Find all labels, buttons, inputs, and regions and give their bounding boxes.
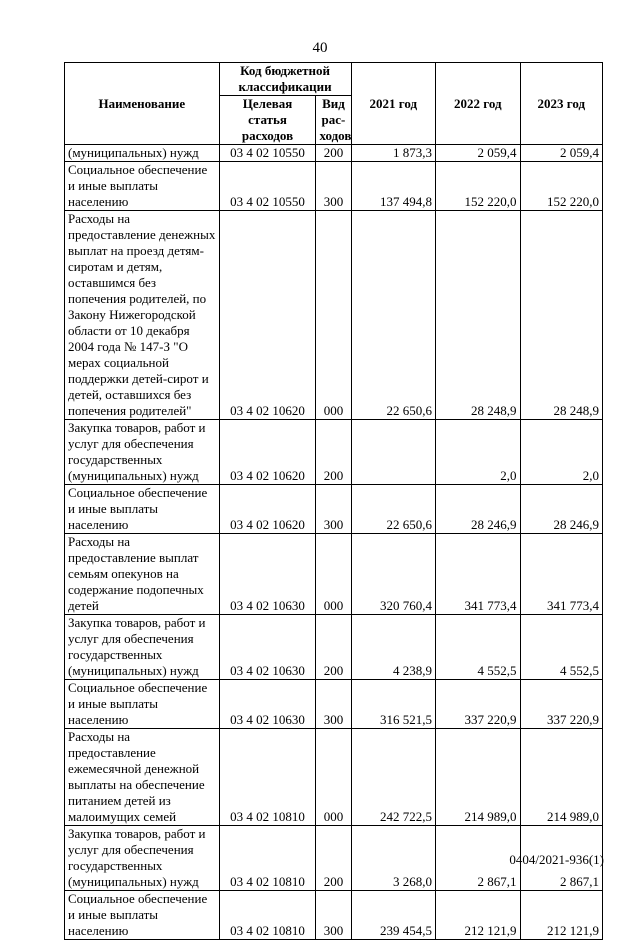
row-expense-type: 300 — [316, 891, 351, 940]
row-target-code: 03 4 02 10620 — [219, 420, 316, 485]
table-row — [65, 534, 603, 615]
header-budget-code: Код бюджетной классификации — [219, 63, 351, 96]
row-target-code: 03 4 02 10810 — [219, 729, 316, 826]
row-expense-type: 200 — [316, 420, 351, 485]
row-value-2023: 2,0 — [520, 420, 603, 485]
row-value-2022: 152 220,0 — [436, 162, 521, 211]
row-expense-type: 200 — [316, 615, 351, 680]
row-value-2021: 239 454,5 — [351, 891, 436, 940]
row-value-2021: 316 521,5 — [351, 680, 436, 729]
row-expense-type: 300 — [316, 162, 351, 211]
row-value-2021: 3 268,0 — [351, 826, 436, 891]
row-name: (муниципальных) нужд — [65, 145, 220, 162]
header-target-item: Целевая статья расходов — [219, 96, 316, 145]
row-value-2023: 2 059,4 — [520, 145, 603, 162]
row-value-2023: 2 867,1 — [520, 826, 603, 891]
row-name: Социальное обеспечение и иные выплаты населению — [65, 891, 220, 940]
row-target-code: 03 4 02 10550 — [219, 162, 316, 211]
row-name: Расходы на предоставление ежемесячной денежной выплаты на обеспечение питанием детей из малоимущих семей — [65, 729, 220, 826]
row-value-2022: 337 220,9 — [436, 680, 521, 729]
row-expense-type: 300 — [316, 680, 351, 729]
row-target-code: 03 4 02 10630 — [219, 615, 316, 680]
row-name: Социальное обеспечение и иные выплаты населению — [65, 680, 220, 729]
row-value-2022: 2,0 — [436, 420, 521, 485]
row-value-2023: 4 552,5 — [520, 615, 603, 680]
row-value-2021: 320 760,4 — [351, 534, 436, 615]
row-value-2022: 4 552,5 — [436, 615, 521, 680]
row-name: Расходы на предоставление денежных выплат на проезд детям-сиротам и детям, оставшимся без попечения родителей, по Закону Нижегородской области от 10 декабря 2004 года № 147-З "О мерах социальной поддержки детей-сирот и детей, оставшихся без попечения родителей" — [65, 211, 220, 420]
row-target-code: 03 4 02 10630 — [219, 680, 316, 729]
row-value-2021: 242 722,5 — [351, 729, 436, 826]
row-name: Закупка товаров, работ и услуг для обеспечения государственных (муниципальных) нужд — [65, 420, 220, 485]
header-expense-type: Вид рас-ходов — [316, 96, 351, 145]
header-year-2023: 2023 год — [520, 63, 603, 145]
row-value-2022: 212 121,9 — [436, 891, 521, 940]
row-name: Расходы на предоставление выплат семьям опекунов на содержание подопечных детей — [65, 534, 220, 615]
row-expense-type: 300 — [316, 485, 351, 534]
row-value-2023: 28 246,9 — [520, 485, 603, 534]
row-value-2023: 341 773,4 — [520, 534, 603, 615]
row-target-code: 03 4 02 10810 — [219, 891, 316, 940]
row-value-2021: 22 650,6 — [351, 485, 436, 534]
row-target-code: 03 4 02 10810 — [219, 826, 316, 891]
row-value-2021: 4 238,9 — [351, 615, 436, 680]
row-value-2022: 28 246,9 — [436, 485, 521, 534]
document-code: 0404/2021-936(1) — [509, 852, 604, 867]
row-target-code: 03 4 02 10550 — [219, 145, 316, 162]
budget-table — [64, 62, 603, 940]
row-value-2023: 212 121,9 — [520, 891, 603, 940]
row-expense-type: 200 — [316, 826, 351, 891]
page-number: 40 — [312, 40, 328, 56]
table-row — [65, 162, 603, 211]
table-row — [65, 145, 603, 162]
table-row — [65, 891, 603, 940]
table-row — [65, 211, 603, 420]
header-year-2021: 2021 год — [351, 63, 436, 145]
row-value-2021: 1 873,3 — [351, 145, 436, 162]
row-name: Социальное обеспечение и иные выплаты населению — [65, 485, 220, 534]
table-row — [65, 615, 603, 680]
row-value-2023: 337 220,9 — [520, 680, 603, 729]
row-value-2023: 214 989,0 — [520, 729, 603, 826]
header-year-2022: 2022 год — [436, 63, 521, 145]
row-expense-type: 000 — [316, 534, 351, 615]
row-value-2022: 2 867,1 — [436, 826, 521, 891]
row-name: Закупка товаров, работ и услуг для обеспечения государственных (муниципальных) нужд — [65, 826, 220, 891]
row-target-code: 03 4 02 10620 — [219, 211, 316, 420]
row-expense-type: 200 — [316, 145, 351, 162]
row-value-2021: 137 494,8 — [351, 162, 436, 211]
row-value-2022: 214 989,0 — [436, 729, 521, 826]
row-value-2022: 28 248,9 — [436, 211, 521, 420]
row-value-2022: 341 773,4 — [436, 534, 521, 615]
row-value-2021 — [351, 420, 436, 485]
row-target-code: 03 4 02 10630 — [219, 534, 316, 615]
row-target-code: 03 4 02 10620 — [219, 485, 316, 534]
table-row — [65, 729, 603, 826]
row-value-2021: 22 650,6 — [351, 211, 436, 420]
row-name: Социальное обеспечение и иные выплаты населению — [65, 162, 220, 211]
row-value-2023: 152 220,0 — [520, 162, 603, 211]
row-name: Закупка товаров, работ и услуг для обеспечения государственных (муниципальных) нужд — [65, 615, 220, 680]
table-row — [65, 485, 603, 534]
row-value-2023: 28 248,9 — [520, 211, 603, 420]
row-value-2022: 2 059,4 — [436, 145, 521, 162]
row-expense-type: 000 — [316, 211, 351, 420]
header-name: Наименование — [65, 63, 220, 145]
row-expense-type: 000 — [316, 729, 351, 826]
table-row — [65, 420, 603, 485]
table-row — [65, 680, 603, 729]
